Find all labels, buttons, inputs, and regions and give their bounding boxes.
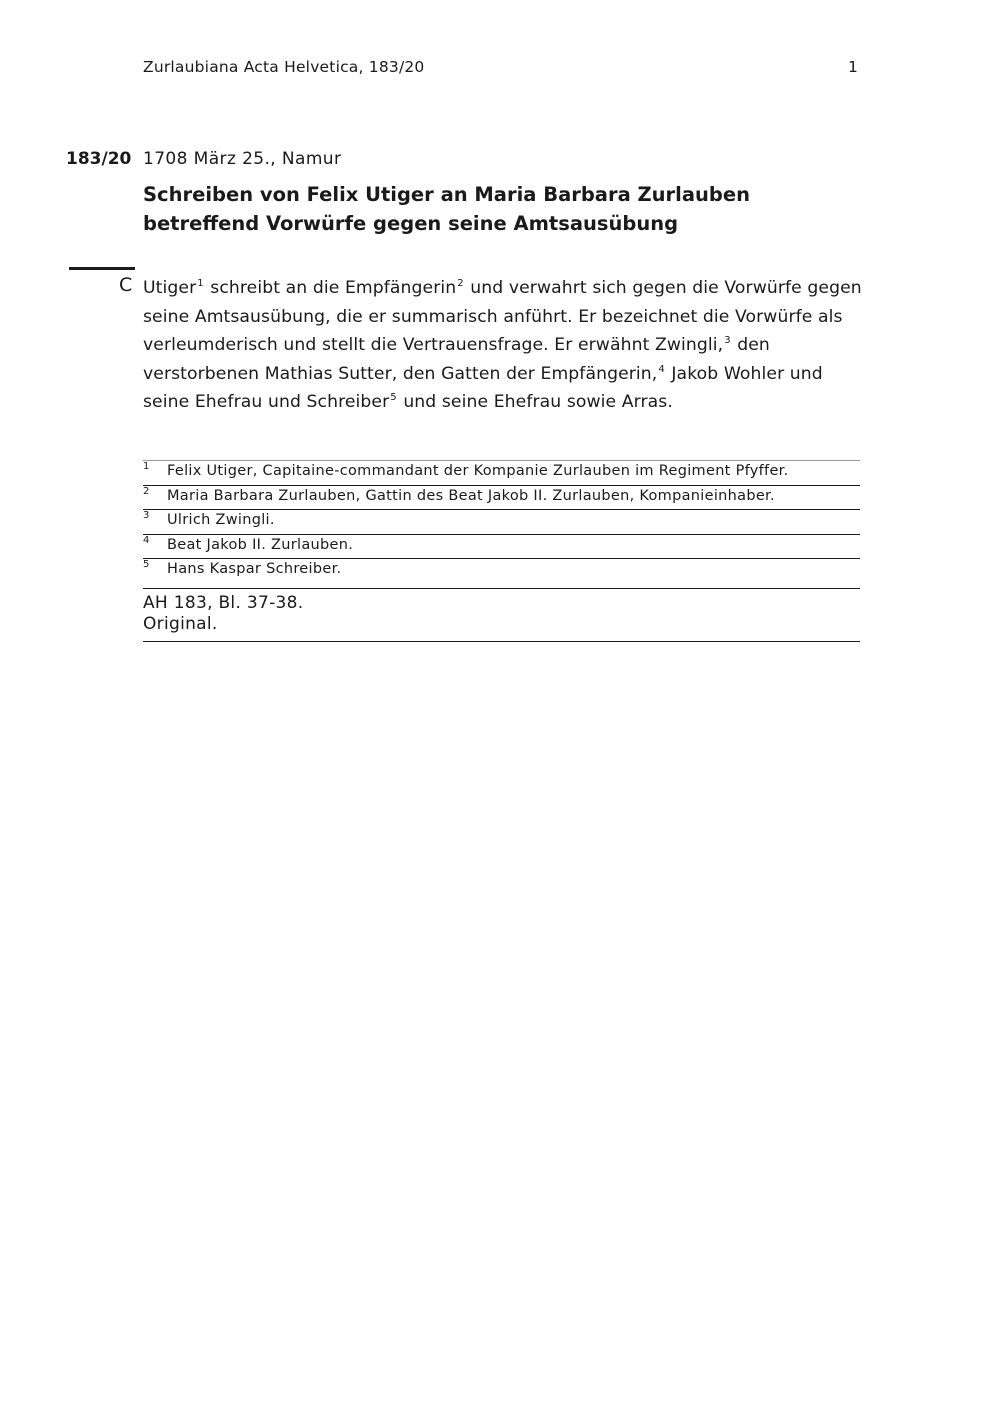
footnote-text: Ulrich Zwingli.: [167, 512, 275, 528]
footnote-number: 1: [143, 461, 150, 472]
footnote-number: 3: [143, 510, 150, 521]
footnote-number: 4: [143, 534, 150, 546]
source-signature: AH 183, Bl. 37-38.: [143, 593, 304, 613]
source-type: Original.: [143, 614, 218, 634]
footnote-text: Beat Jakob II. Zurlauben.: [167, 536, 354, 553]
footnote-item: [143, 510, 860, 535]
entry-summary: [143, 274, 865, 417]
source-info: [143, 588, 860, 642]
footnote-ref-2[interactable]: 2: [457, 278, 464, 289]
summary-text: Utiger: [143, 278, 197, 298]
running-head: [143, 58, 858, 76]
footnotes: [143, 460, 860, 587]
entry-title: Schreiben von Felix Utiger an Maria Barbara Zurlauben betreffend Vorwürfe gegen seine Amtsausübung: [143, 183, 750, 235]
footnote-ref-4[interactable]: 4: [658, 363, 665, 375]
footnote-text: Hans Kaspar Schreiber.: [167, 561, 342, 577]
footnote-ref-5[interactable]: 5: [390, 392, 397, 404]
footnote-item: [143, 559, 860, 587]
footnote-ref-3[interactable]: 3: [724, 335, 731, 347]
footnote-item: [143, 535, 860, 560]
entry-number: 183/20: [66, 149, 132, 169]
footnote-text: Felix Utiger, Capitaine-commandant der Kompanie Zurlauben im Regiment Pfyffer.: [167, 463, 789, 479]
page-number: 1: [847, 58, 858, 76]
entry-date-place: 1708 März 25., Namur: [143, 149, 342, 169]
running-title: Zurlaubiana Acta Helvetica, 183/20: [143, 58, 425, 76]
footnote-item: [143, 486, 860, 511]
footnote-number: 2: [143, 485, 150, 497]
summary-text: schreibt an die Empfängerin: [204, 278, 457, 298]
footnote-ref-1[interactable]: 1: [197, 278, 204, 289]
footnote-number: 5: [143, 559, 150, 570]
summary-text: und verwahrt sich gegen die Vorwürfe gegen seine Amtsausübung, die er summarisch anführt. Er bezeichnet die Vorwürfe als verleumderisch und stellt die Vertrauensfrage. Er erwähnt Zwingli,: [143, 278, 862, 356]
margin-rule: [69, 267, 135, 270]
margin-marker: C: [119, 274, 133, 296]
summary-text: den verstorbenen Mathias Sutter, den Gatten der Empfängerin,: [143, 335, 770, 384]
footnote-item: [143, 461, 860, 486]
summary-text: und seine Ehefrau sowie Arras.: [397, 392, 673, 413]
footnote-text: Maria Barbara Zurlauben, Gattin des Beat Jakob II. Zurlauben, Kompanieinhaber.: [167, 487, 775, 504]
summary-text: Jakob Wohler und seine Ehefrau und Schreiber: [143, 363, 823, 413]
